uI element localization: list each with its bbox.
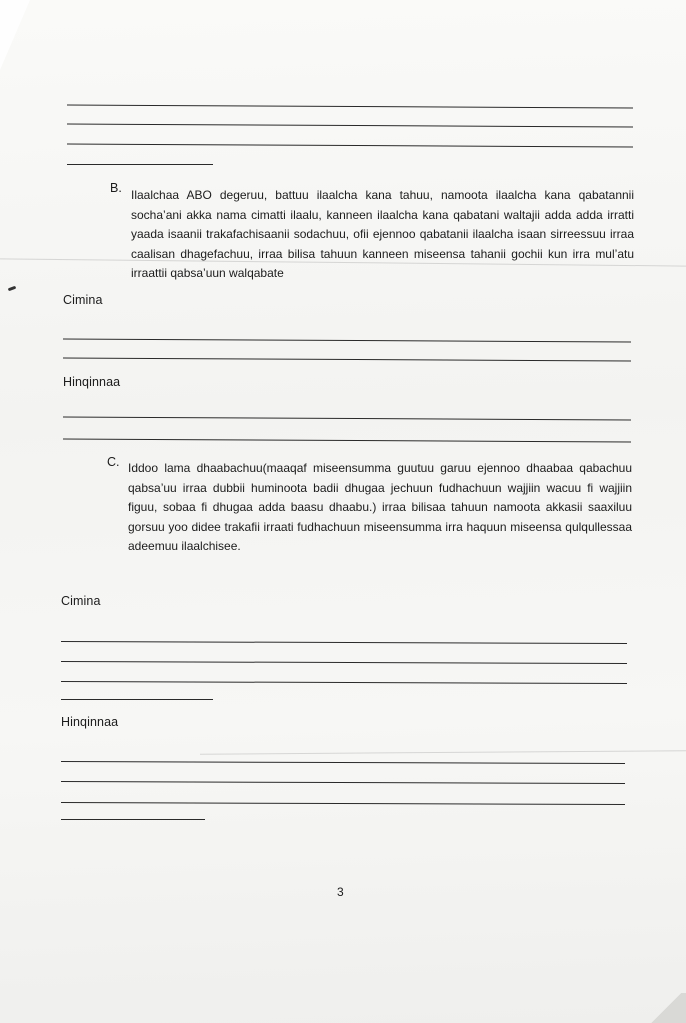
torn-edge — [646, 993, 686, 1023]
answer-line[interactable] — [63, 339, 631, 343]
item-b-strength-label: Cimina — [63, 293, 103, 307]
answer-line[interactable] — [67, 144, 633, 148]
folded-corner — [0, 0, 30, 70]
item-b-text: Ilaalchaa ABO degeruu, battuu ilaalcha kana tahuu, namoota ilaalcha kana qabatannii socha’ani akka nama cimatti ilaalu, kanneen ilaalcha kana qabatani waltajii adda adda irratti yaada isaanii trakafachisaanii sodachuu, ofii ejennoo qabatanii ilaalcha isaan sirreessuu irraa caalisan dhagefachuu, irraa bilisa tahuun kanneen miseensa tahanii gochii kun irra mul’atu irraattii qabsa’uun walqabate — [131, 188, 634, 280]
answer-line-short[interactable] — [61, 699, 213, 700]
answer-line[interactable] — [61, 681, 627, 684]
answer-line[interactable] — [61, 802, 625, 805]
item-c-strength-label: Cimina — [61, 594, 101, 608]
answer-line[interactable] — [67, 105, 633, 109]
answer-line[interactable] — [63, 417, 631, 421]
paper-fold — [200, 750, 686, 754]
answer-line[interactable] — [61, 761, 625, 764]
paper-speck — [8, 286, 17, 292]
item-c-text: Iddoo lama dhaabachuu(maaqaf miseensumma guutuu garuu ejennoo dhaabaa qabachuu qabsa’uu irraa dubbii huminoota badii dhugaa jechuun fudhachuun wajjiin wacuu fi wajjiin figuu, sobaa fi dhugaa adda baasu dhaabu.) irraa bilisaa tahuun namoota akkasii saaxiluu gorsuu yoo didee trakafii irraati fudhachuun miseensumma irra haquun miseensa qulqullessaa adeemuu ilaalchisee. — [128, 461, 632, 553]
answer-line[interactable] — [63, 439, 631, 443]
answer-line-short[interactable] — [67, 164, 213, 165]
answer-line[interactable] — [61, 781, 625, 784]
item-b-weakness-label: Hinqinnaa — [63, 375, 121, 389]
answer-line[interactable] — [61, 641, 627, 644]
answer-line[interactable] — [63, 358, 631, 362]
item-b-marker: B. — [110, 181, 122, 195]
page-number: 3 — [337, 885, 344, 899]
item-c-weakness-label: Hinqinnaa — [61, 715, 119, 729]
answer-line[interactable] — [67, 124, 633, 128]
answer-line-short[interactable] — [61, 819, 205, 820]
answer-line[interactable] — [61, 661, 627, 664]
item-c-marker: C. — [107, 455, 120, 469]
